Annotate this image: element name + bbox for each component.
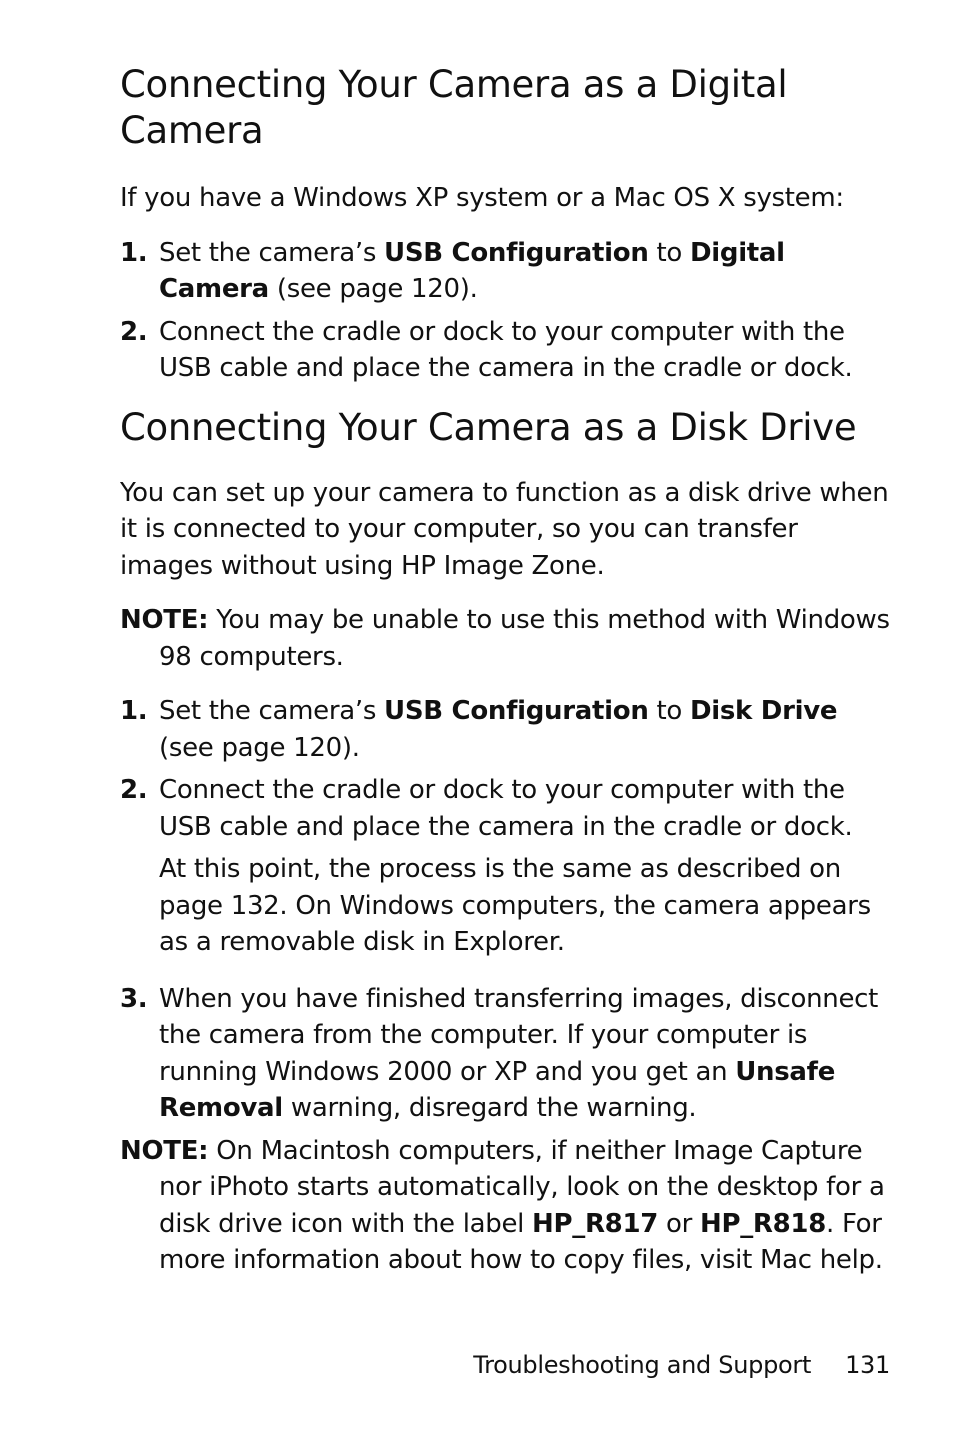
setting-name: USB Configuration: [384, 237, 649, 268]
step-detail: At this point, the process is the same as described on page 132. On Windows computers, the camera appears as a removable disk in Explorer.: [159, 854, 871, 957]
list-item: 3. When you have finished transferring images, disconnect the camera from the computer. If your computer is running Windows 2000 or XP and you get an Unsafe Removal warning, disregard the warning.: [120, 981, 895, 1127]
note-label: NOTE:: [120, 605, 209, 635]
warning-name: Unsafe Removal: [159, 1056, 836, 1123]
list-item: 1. Set the camera’s USB Configuration to Digital Camera (see page 120).: [120, 235, 895, 308]
step-number: 1.: [120, 237, 148, 268]
note-text: You may be unable to use this method with Windows 98 computers.: [159, 605, 890, 672]
disk-label: HP_R817: [532, 1208, 659, 1239]
intro-text: If you have a Windows XP system or a Mac OS X system:: [120, 183, 844, 213]
setting-value: Digital Camera: [159, 237, 785, 304]
page-footer: [473, 1347, 890, 1383]
list-item: 2. Connect the cradle or dock to your computer with the USB cable and place the camera in the cradle or dock. At this point, the process is the same as described on page 132. On Windows computers, the camera appears as a removable disk in Explorer.: [120, 772, 895, 961]
disk-label: HP_R818: [700, 1208, 827, 1239]
section-title-digital-camera: Connecting Your Camera as a Digital Camera: [120, 63, 788, 152]
list-item: 1. Set the camera’s USB Configuration to Disk Drive (see page 120).: [120, 693, 895, 766]
note: [120, 602, 895, 675]
setting-value: Disk Drive: [689, 696, 838, 726]
page-content: [120, 62, 895, 1297]
step-number: 2.: [120, 775, 148, 805]
page-number: 131: [845, 1351, 890, 1379]
steps-list-disk-drive: [120, 693, 895, 1127]
step-number: 2.: [120, 316, 148, 347]
note: NOTE: On Macintosh computers, if neither Image Capture nor iPhoto starts automatically, look on the desktop for a disk drive icon with the label HP_R817 or HP_R818. For more information about how to copy files, visit Mac help.: [120, 1135, 885, 1275]
step-number: 3.: [120, 983, 148, 1014]
list-item: 2. Connect the cradle or dock to your computer with the USB cable and place the camera in the cradle or dock.: [120, 314, 895, 387]
note-label: NOTE:: [120, 1135, 209, 1166]
step-number: 1.: [120, 696, 148, 726]
setting-name: USB Configuration: [384, 696, 649, 726]
steps-list-digital-camera: [120, 235, 895, 387]
footer-section-title: Troubleshooting and Support: [473, 1351, 812, 1379]
intro-text: You can set up your camera to function as a disk drive when it is connected to your computer, so you can transfer images without using HP Image Zone.: [120, 477, 889, 581]
section-title-disk-drive: Connecting Your Camera as a Disk Drive: [120, 405, 857, 449]
